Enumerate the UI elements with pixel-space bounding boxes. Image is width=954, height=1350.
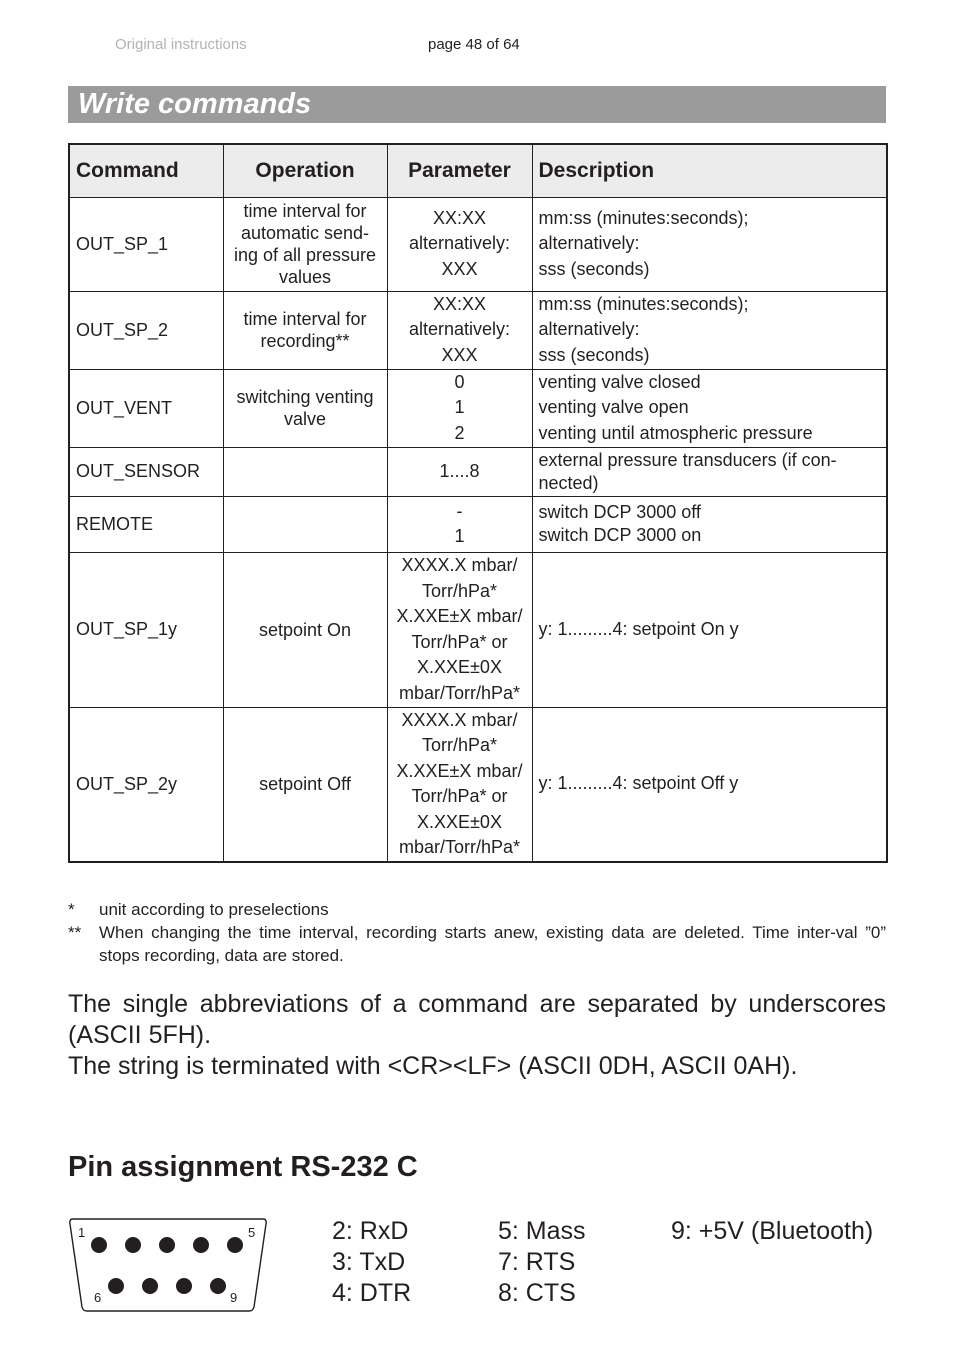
pin-entry: 9: +5V (Bluetooth)	[671, 1217, 874, 1245]
footnote	[68, 898, 886, 921]
pin-label-9: 9	[230, 1290, 238, 1305]
footnote-mark: **	[68, 923, 82, 942]
section-heading-bar	[68, 86, 886, 123]
operation-line: setpoint Off	[259, 774, 351, 794]
column-header-operation: Operation	[223, 144, 387, 197]
operation-cell	[223, 447, 387, 496]
parameter-line: 1....8	[439, 460, 480, 481]
operation-cell	[223, 291, 387, 369]
parameter-cell	[387, 707, 532, 862]
description-line: y: 1.........4: setpoint On y	[538, 618, 739, 639]
description-cell	[532, 291, 887, 369]
parameter-cell	[387, 552, 532, 707]
parameter-line: mbar/Torr/hPa*	[398, 682, 521, 703]
parameter-line: X.XXE±0X	[417, 811, 502, 832]
parameter-cell	[387, 447, 532, 496]
parameter-line: Torr/hPa* or	[411, 631, 508, 652]
parameter-line: XXXX.X mbar/	[401, 555, 518, 575]
command-cell: OUT_SP_2y	[69, 707, 223, 862]
description-line: venting until atmospheric pressure	[538, 422, 813, 443]
parameter-line: alternatively:	[408, 319, 511, 340]
paragraph-underscores: The single abbreviations of a command are separated by underscores (ASCII 5FH).	[68, 990, 886, 1049]
description-line: alternatively:	[538, 319, 640, 340]
parameter-line: Torr/hPa*	[421, 580, 498, 601]
operation-line: recording**	[260, 331, 350, 351]
pin-list-column-1	[332, 1216, 411, 1309]
operation-cell	[223, 707, 387, 862]
table-row	[69, 447, 887, 496]
page-number: page 48 of 64	[428, 36, 520, 53]
description-line: mm:ss (minutes:seconds);	[538, 293, 749, 314]
command-cell: OUT_SP_1y	[69, 552, 223, 707]
pin-dot	[108, 1278, 124, 1294]
footnote	[68, 921, 886, 967]
write-commands-table	[68, 143, 888, 863]
pin-dot	[210, 1278, 226, 1294]
parameter-line: 2	[454, 422, 465, 443]
operation-line: time interval for	[243, 201, 367, 221]
parameter-line: Torr/hPa*	[421, 735, 498, 755]
command-cell: REMOTE	[69, 496, 223, 552]
table-row	[69, 552, 887, 707]
footnote-text: When changing the time interval, recording starts anew, existing data are deleted. Time inter-val ”0” stops recording, data are stored.	[99, 923, 886, 965]
pin-entry: 3: TxD	[332, 1248, 406, 1276]
pin-dot	[91, 1237, 107, 1253]
column-header-parameter: Parameter	[387, 144, 532, 197]
description-line: nected)	[538, 472, 599, 493]
pin-dot	[176, 1278, 192, 1294]
pin-dot	[142, 1278, 158, 1294]
command-cell: OUT_SP_2	[69, 291, 223, 369]
db9-connector-icon	[66, 1216, 270, 1321]
table-row	[69, 496, 887, 552]
operation-cell	[223, 496, 387, 552]
description-cell	[532, 197, 887, 291]
description-line: switch DCP 3000 on	[538, 525, 702, 545]
section-title: Write commands	[78, 88, 312, 120]
operation-cell	[223, 552, 387, 707]
table-row	[69, 707, 887, 862]
pin-dot	[227, 1237, 243, 1253]
column-header-description: Description	[532, 144, 887, 197]
pin-list-column-2	[498, 1216, 586, 1309]
description-cell	[532, 707, 887, 862]
parameter-line: XX:XX	[432, 207, 487, 228]
parameter-line: XXX	[441, 258, 478, 279]
operation-line: time interval for	[243, 309, 367, 329]
description-line: mm:ss (minutes:seconds);	[538, 207, 749, 228]
parameter-cell	[387, 496, 532, 552]
pin-entry: 7: RTS	[498, 1248, 576, 1276]
operation-line: values	[278, 267, 332, 287]
pin-entry: 5: Mass	[498, 1217, 586, 1245]
description-cell	[532, 496, 887, 552]
pin-label-6: 6	[94, 1290, 102, 1305]
command-cell: OUT_VENT	[69, 369, 223, 447]
pin-label-1: 1	[78, 1225, 86, 1240]
parameter-line: 1	[454, 397, 465, 418]
pin-dot	[193, 1237, 209, 1253]
operation-cell	[223, 197, 387, 291]
operation-line: setpoint On	[258, 619, 352, 640]
table-row	[69, 197, 887, 291]
paragraph-terminator: The string is terminated with <CR><LF> (ASCII 0DH, ASCII 0AH).	[68, 1052, 798, 1080]
pin-dot	[159, 1237, 175, 1253]
parameter-line: XX:XX	[432, 293, 487, 314]
command-cell: OUT_SENSOR	[69, 447, 223, 496]
pin-dot	[125, 1237, 141, 1253]
parameter-cell	[387, 197, 532, 291]
parameter-line: alternatively:	[408, 233, 511, 254]
body-text	[68, 989, 886, 1082]
operation-line: switching venting	[236, 387, 374, 407]
header-document-type: Original instructions	[115, 36, 247, 53]
description-line: external pressure transducers (if con-	[538, 449, 837, 470]
operation-cell	[223, 369, 387, 447]
pin-entry: 4: DTR	[332, 1279, 412, 1307]
command-cell: OUT_SP_1	[69, 197, 223, 291]
description-cell	[532, 447, 887, 496]
description-line: venting valve closed	[538, 371, 701, 392]
parameter-line: XXXX.X mbar/	[401, 709, 518, 730]
parameter-cell	[387, 291, 532, 369]
description-line: sss (seconds)	[538, 344, 650, 365]
parameter-line: X.XXE±X mbar/	[396, 760, 523, 781]
parameter-line: X.XXE±0X	[417, 657, 502, 677]
description-line: sss (seconds)	[538, 258, 650, 279]
description-line: venting valve open	[538, 397, 689, 418]
pin-entry: 8: CTS	[498, 1279, 576, 1307]
parameter-line: 0	[454, 371, 465, 392]
pin-list-column-3	[671, 1216, 873, 1247]
operation-line: valve	[283, 409, 327, 429]
description-line: switch DCP 3000 off	[538, 502, 701, 522]
table-header-row	[69, 144, 887, 197]
parameter-line: mbar/Torr/hPa*	[398, 837, 521, 857]
column-header-command: Command	[69, 144, 223, 197]
description-cell	[532, 369, 887, 447]
parameter-line: X.XXE±X mbar/	[396, 606, 523, 626]
pin-label-5: 5	[248, 1225, 256, 1240]
table-row	[69, 291, 887, 369]
description-line: y: 1.........4: setpoint Off y	[538, 773, 739, 794]
footnote-text: unit according to preselections	[99, 900, 329, 919]
table-row	[69, 369, 887, 447]
parameter-line: -	[456, 500, 463, 521]
parameter-line: XXX	[441, 344, 478, 365]
operation-line: automatic send-	[240, 223, 370, 243]
pin-assignment-heading: Pin assignment RS-232 C	[68, 1151, 418, 1183]
parameter-line: Torr/hPa* or	[411, 786, 508, 806]
description-cell	[532, 552, 887, 707]
table-footnotes	[68, 898, 886, 967]
pin-entry: 2: RxD	[332, 1217, 409, 1245]
parameter-cell	[387, 369, 532, 447]
operation-line: ing of all pressure	[233, 245, 377, 265]
footnote-mark: *	[68, 900, 75, 919]
description-line: alternatively:	[538, 233, 640, 254]
parameter-line: 1	[454, 526, 465, 546]
